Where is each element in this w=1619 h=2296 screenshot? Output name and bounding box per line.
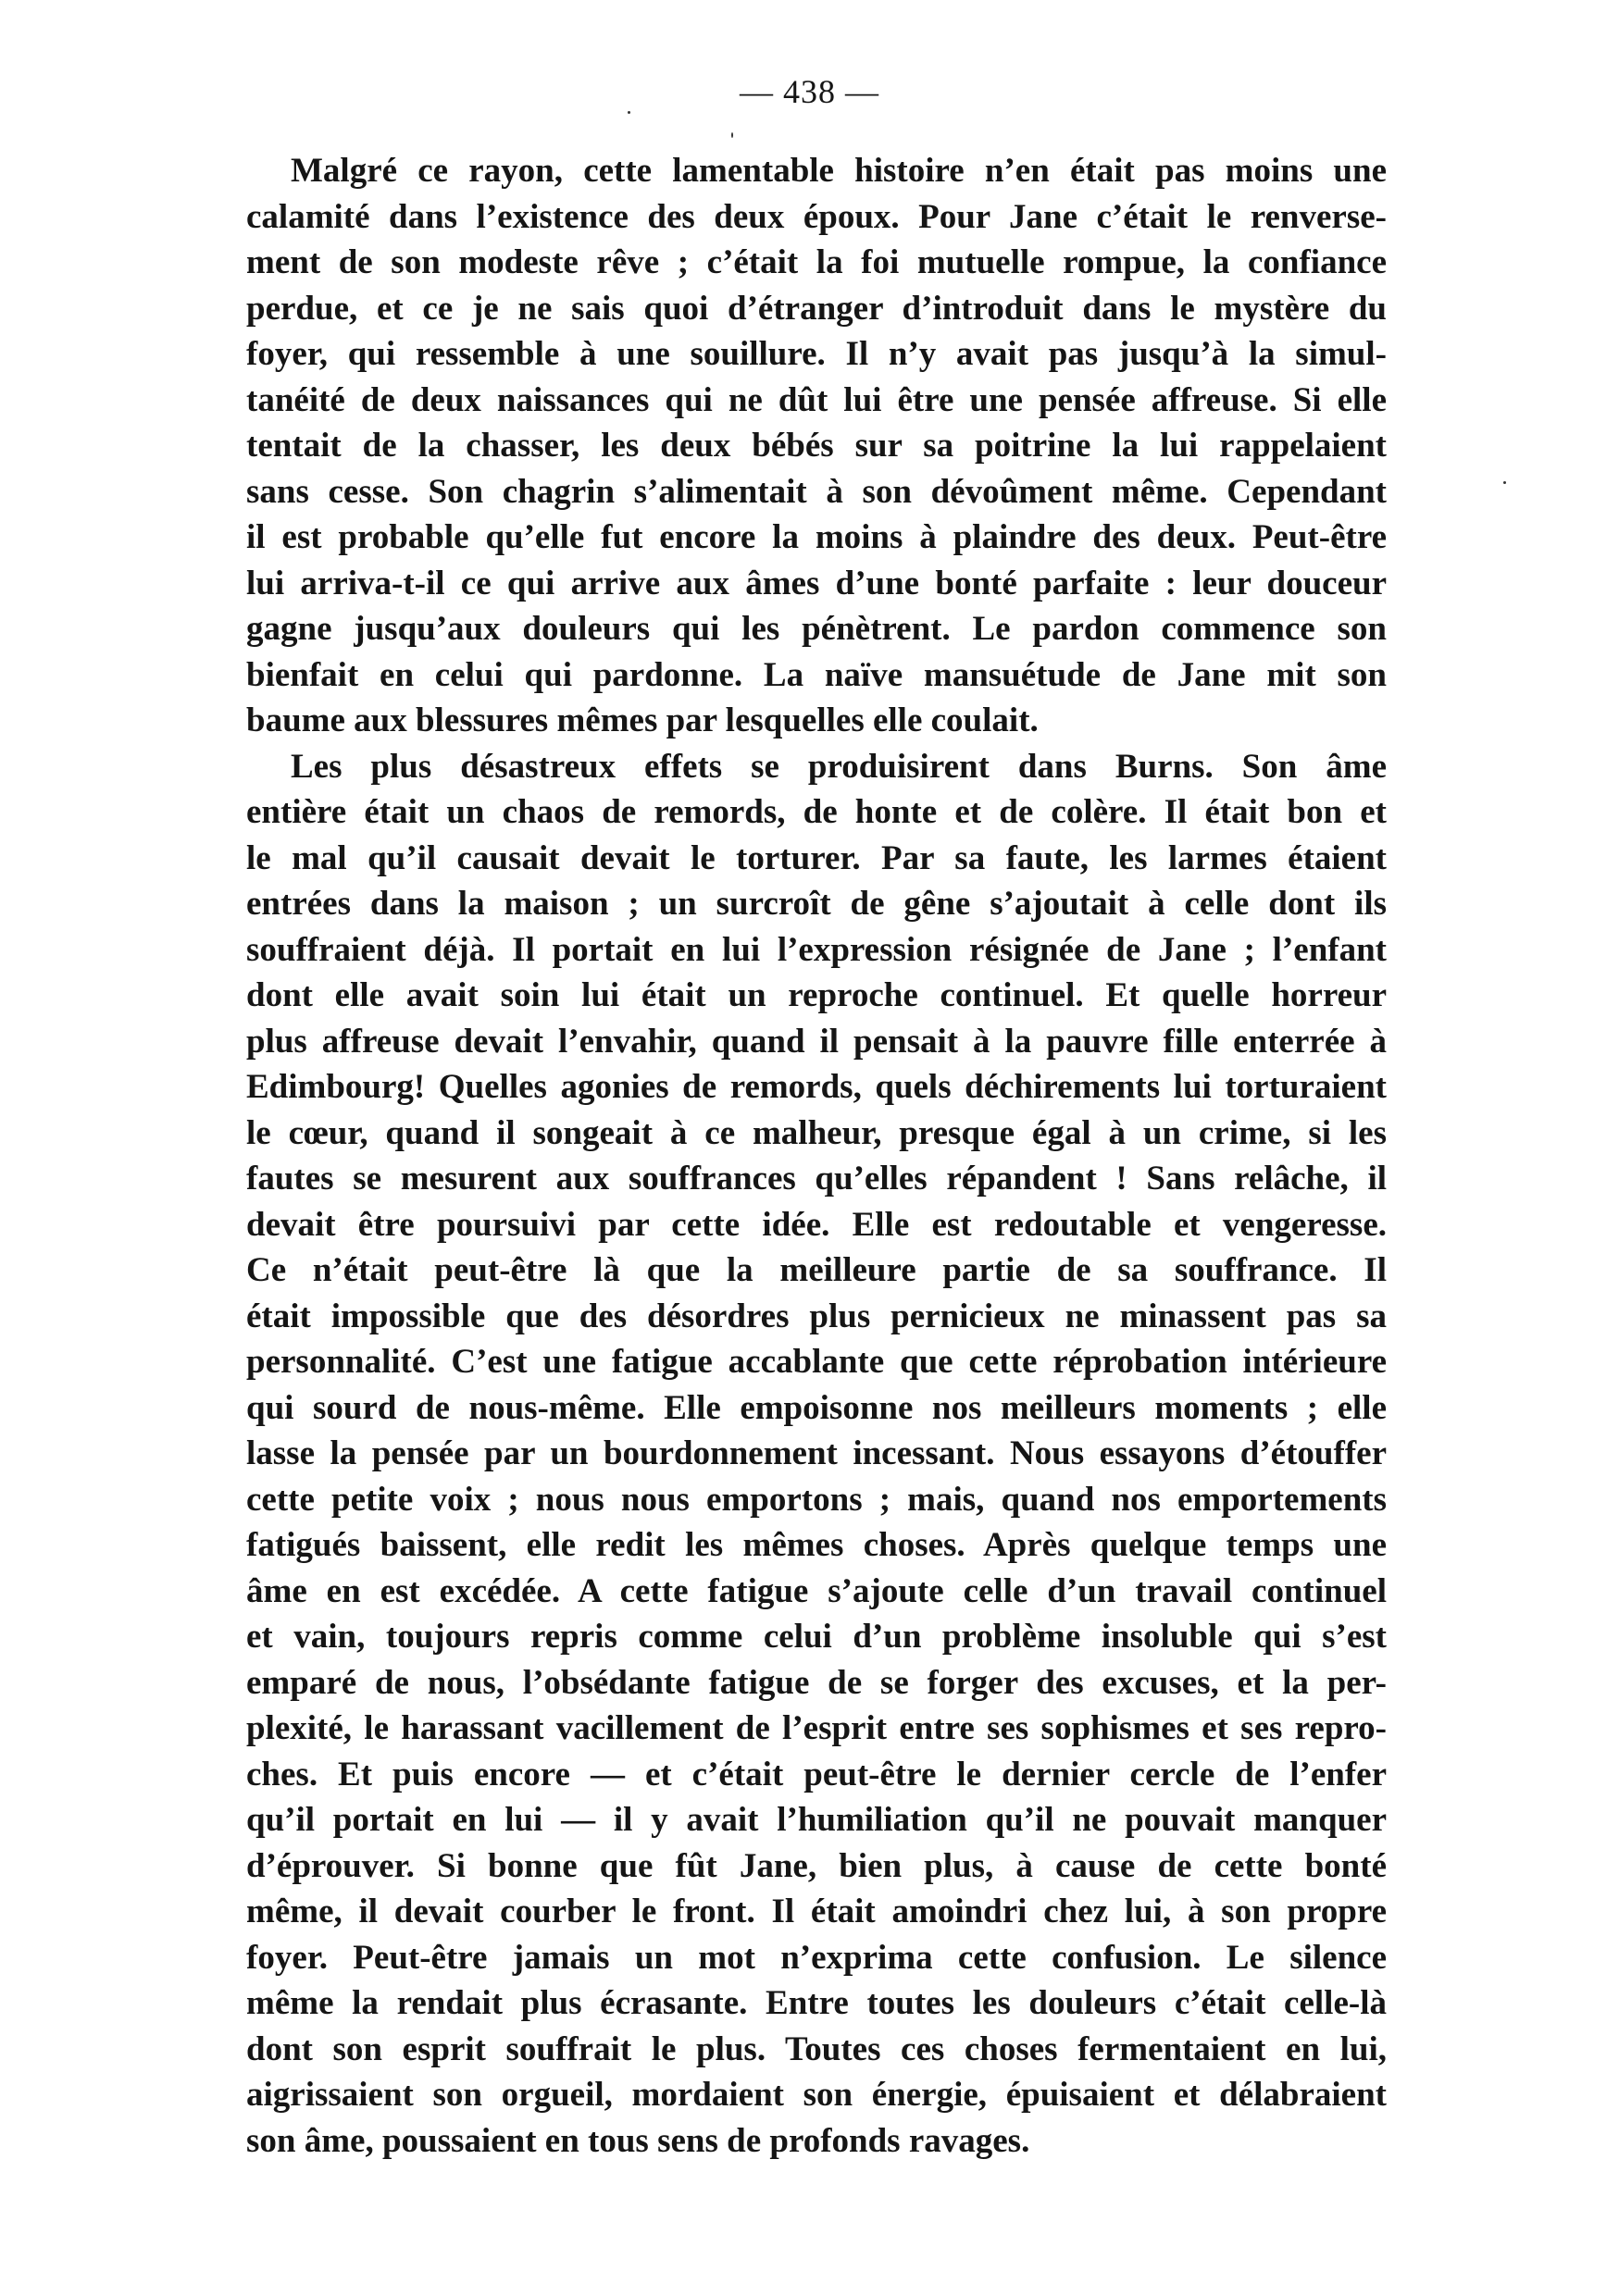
text-line: devait être poursuivi par cette idée. Elle est redoutable et vengeresse. [246, 1205, 1387, 1244]
text-line: était impossible que des désordres plus pernicieux ne minassent pas sa [246, 1297, 1387, 1335]
text-line: ment de son modeste rêve ; c’était la foi mutuelle rompue, la confiance [246, 243, 1387, 281]
text-line: Ce n’était peut-être là que la meilleure partie de sa souffrance. Il [246, 1251, 1387, 1289]
text-line: ches. Et puis encore — et c’était peut-être le dernier cercle de l’enfer [246, 1755, 1387, 1793]
ink-speck [1503, 481, 1506, 484]
text-line: son âme, poussaient en tous sens de profonds ravages. [246, 2121, 1030, 2160]
text-line: lui arriva-t-il ce qui arrive aux âmes d’une bonté parfaite : leur douceur [246, 564, 1387, 602]
text-line: gagne jusqu’aux douleurs qui les pénètrent. Le pardon commence son [246, 610, 1387, 648]
text-line: plus affreuse devait l’envahir, quand il pensait à la pauvre fille enterrée à [246, 1022, 1387, 1061]
text-line: baume aux blessures mêmes par lesquelles elle coulait. [246, 701, 1039, 739]
text-line: Malgré ce rayon, cette lamentable histoire n’en était pas moins une [291, 152, 1387, 190]
text-line: Les plus désastreux effets se produisirent dans Burns. Son âme [291, 747, 1387, 786]
text-line: Edimbourg! Quelles agonies de remords, quels déchirements lui torturaient [246, 1068, 1387, 1106]
text-line: qui sourd de nous-même. Elle empoisonne nos meilleurs moments ; elle [246, 1388, 1387, 1427]
text-line: foyer. Peut-être jamais un mot n’exprima cette confusion. Le silence [246, 1938, 1387, 1977]
text-line: même la rendait plus écrasante. Entre toutes les douleurs c’était celle-là [246, 1984, 1387, 2022]
text-line: foyer, qui ressemble à une souillure. Il n’y avait pas jusqu’à la simul- [246, 335, 1387, 373]
text-line: dont elle avait soin lui était un reproche continuel. Et quelle horreur [246, 976, 1387, 1014]
paragraph [246, 744, 1387, 2165]
body-text [246, 148, 1387, 2164]
text-line: fautes se mesurent aux souffrances qu’elles répandent ! Sans relâche, il [246, 1160, 1387, 1198]
text-line: plexité, le harassant vacillement de l’esprit entre ses sophismes et ses repro- [246, 1709, 1387, 1747]
text-line: bienfait en celui qui pardonne. La naïve mansuétude de Jane mit son [246, 655, 1387, 694]
text-line: perdue, et ce je ne sais quoi d’étranger d’introduit dans le mystère du [246, 289, 1387, 328]
text-line: entière était un chaos de remords, de honte et de colère. Il était bon et [246, 793, 1387, 831]
text-line: et vain, toujours repris comme celui d’un problème insoluble qui s’est [246, 1618, 1387, 1656]
text-line: le mal qu’il causait devait le torturer. Par sa faute, les larmes étaient [246, 838, 1387, 877]
text-line: d’éprouver. Si bonne que fût Jane, bien plus, à cause de cette bonté [246, 1846, 1387, 1885]
paragraph [246, 148, 1387, 744]
text-line: il est probable qu’elle fut encore la moins à plaindre des deux. Peut-être [246, 518, 1387, 556]
text-line: lasse la pensée par un bourdonnement incessant. Nous essayons d’étouffer [246, 1434, 1387, 1472]
ink-speck [628, 111, 630, 114]
text-line: tentait de la chasser, les deux bébés sur sa poitrine la lui rappelaient [246, 427, 1387, 465]
text-line: personnalité. C’est une fatigue accablante que cette réprobation intérieure [246, 1343, 1387, 1381]
text-line: cette petite voix ; nous nous emportons ; mais, quand nos emportements [246, 1480, 1387, 1519]
text-line: fatigués baissent, elle redit les mêmes choses. Après quelque temps une [246, 1526, 1387, 1564]
text-line: souffraient déjà. Il portait en lui l’expression résignée de Jane ; l’enfant [246, 930, 1387, 969]
page-number: — 438 — [740, 73, 879, 110]
text-line: tanéité de deux naissances qui ne dût lui être une pensée affreuse. Si elle [246, 380, 1387, 419]
text-line: dont son esprit souffrait le plus. Toutes ces choses fermentaient en lui, [246, 2029, 1387, 2068]
text-line: aigrissaient son orgueil, mordaient son énergie, épuisaient et délabraient [246, 2076, 1387, 2114]
ink-speck [731, 132, 733, 138]
text-line: emparé de nous, l’obsédante fatigue de se forger des excuses, et la per- [246, 1663, 1387, 1702]
text-line: sans cesse. Son chagrin s’alimentait à son dévoûment même. Cependant [246, 472, 1387, 511]
text-line: même, il devait courber le front. Il était amoindri chez lui, à son propre [246, 1893, 1387, 1930]
text-line: entrées dans la maison ; un surcroît de gêne s’ajoutait à celle dont ils [246, 885, 1387, 923]
text-line: le cœur, quand il songeait à ce malheur, presque égal à un crime, si les [246, 1113, 1387, 1152]
text-line: calamité dans l’existence des deux époux. Pour Jane c’était le renverse- [246, 197, 1387, 236]
text-line: qu’il portait en lui — il y avait l’humiliation qu’il ne pouvait manquer [246, 1801, 1387, 1839]
text-line: âme en est excédée. A cette fatigue s’ajoute celle d’un travail continuel [246, 1571, 1387, 1610]
